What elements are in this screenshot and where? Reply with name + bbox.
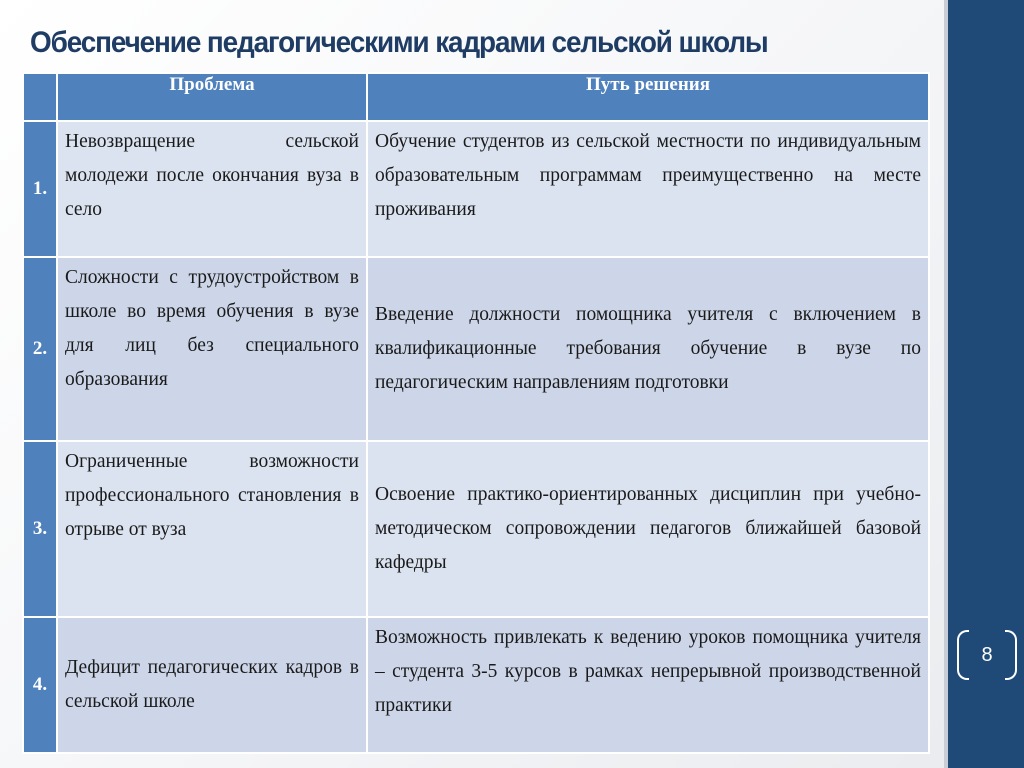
problems-solutions-table (22, 72, 930, 754)
row-number: 1. (23, 121, 57, 257)
solution-cell: Обучение студентов из сельской местности по индивидуальным образовательным программам преимущественно на месте проживания (367, 121, 929, 257)
solution-cell: Возможность привлекать к ведению уроков помощника учителя – студента 3-5 курсов в рамках непрерывной производственной практики (367, 617, 929, 753)
row-number: 4. (23, 617, 57, 753)
problem-cell: Ограниченные возможности профессионального становления в отрыве от вуза (57, 441, 367, 617)
page-number-badge (957, 630, 1017, 680)
problem-cell: Невозвращение сельской молодежи после окончания вуза в село (57, 121, 367, 257)
problem-cell: Дефицит педагогических кадров в сельской школе (57, 617, 367, 753)
left-brace-icon (957, 630, 969, 680)
table-header-row (23, 73, 929, 121)
table-row (23, 441, 929, 617)
row-number: 3. (23, 441, 57, 617)
right-brace-icon (1005, 630, 1017, 680)
problem-cell: Сложности с трудоустройством в школе во время обучения в вузе для лиц без специального образования (57, 257, 367, 441)
table-row (23, 257, 929, 441)
table-row (23, 121, 929, 257)
page-number: 8 (981, 643, 993, 666)
header-problem: Проблема (57, 73, 367, 121)
header-empty-cell (23, 73, 57, 121)
header-solution: Путь решения (367, 73, 929, 121)
slide-title: Обеспечение педагогическими кадрами сельской школы (30, 26, 768, 59)
solution-cell: Введение должности помощника учителя с включением в квалификационные требования обучение в вузе по педагогическим направлениям подготовки (367, 257, 929, 441)
row-number: 2. (23, 257, 57, 441)
table-row (23, 617, 929, 753)
solution-cell: Освоение практико-ориентированных дисциплин при учебно-методическом сопровождении педагогов ближайшей базовой кафедры (367, 441, 929, 617)
